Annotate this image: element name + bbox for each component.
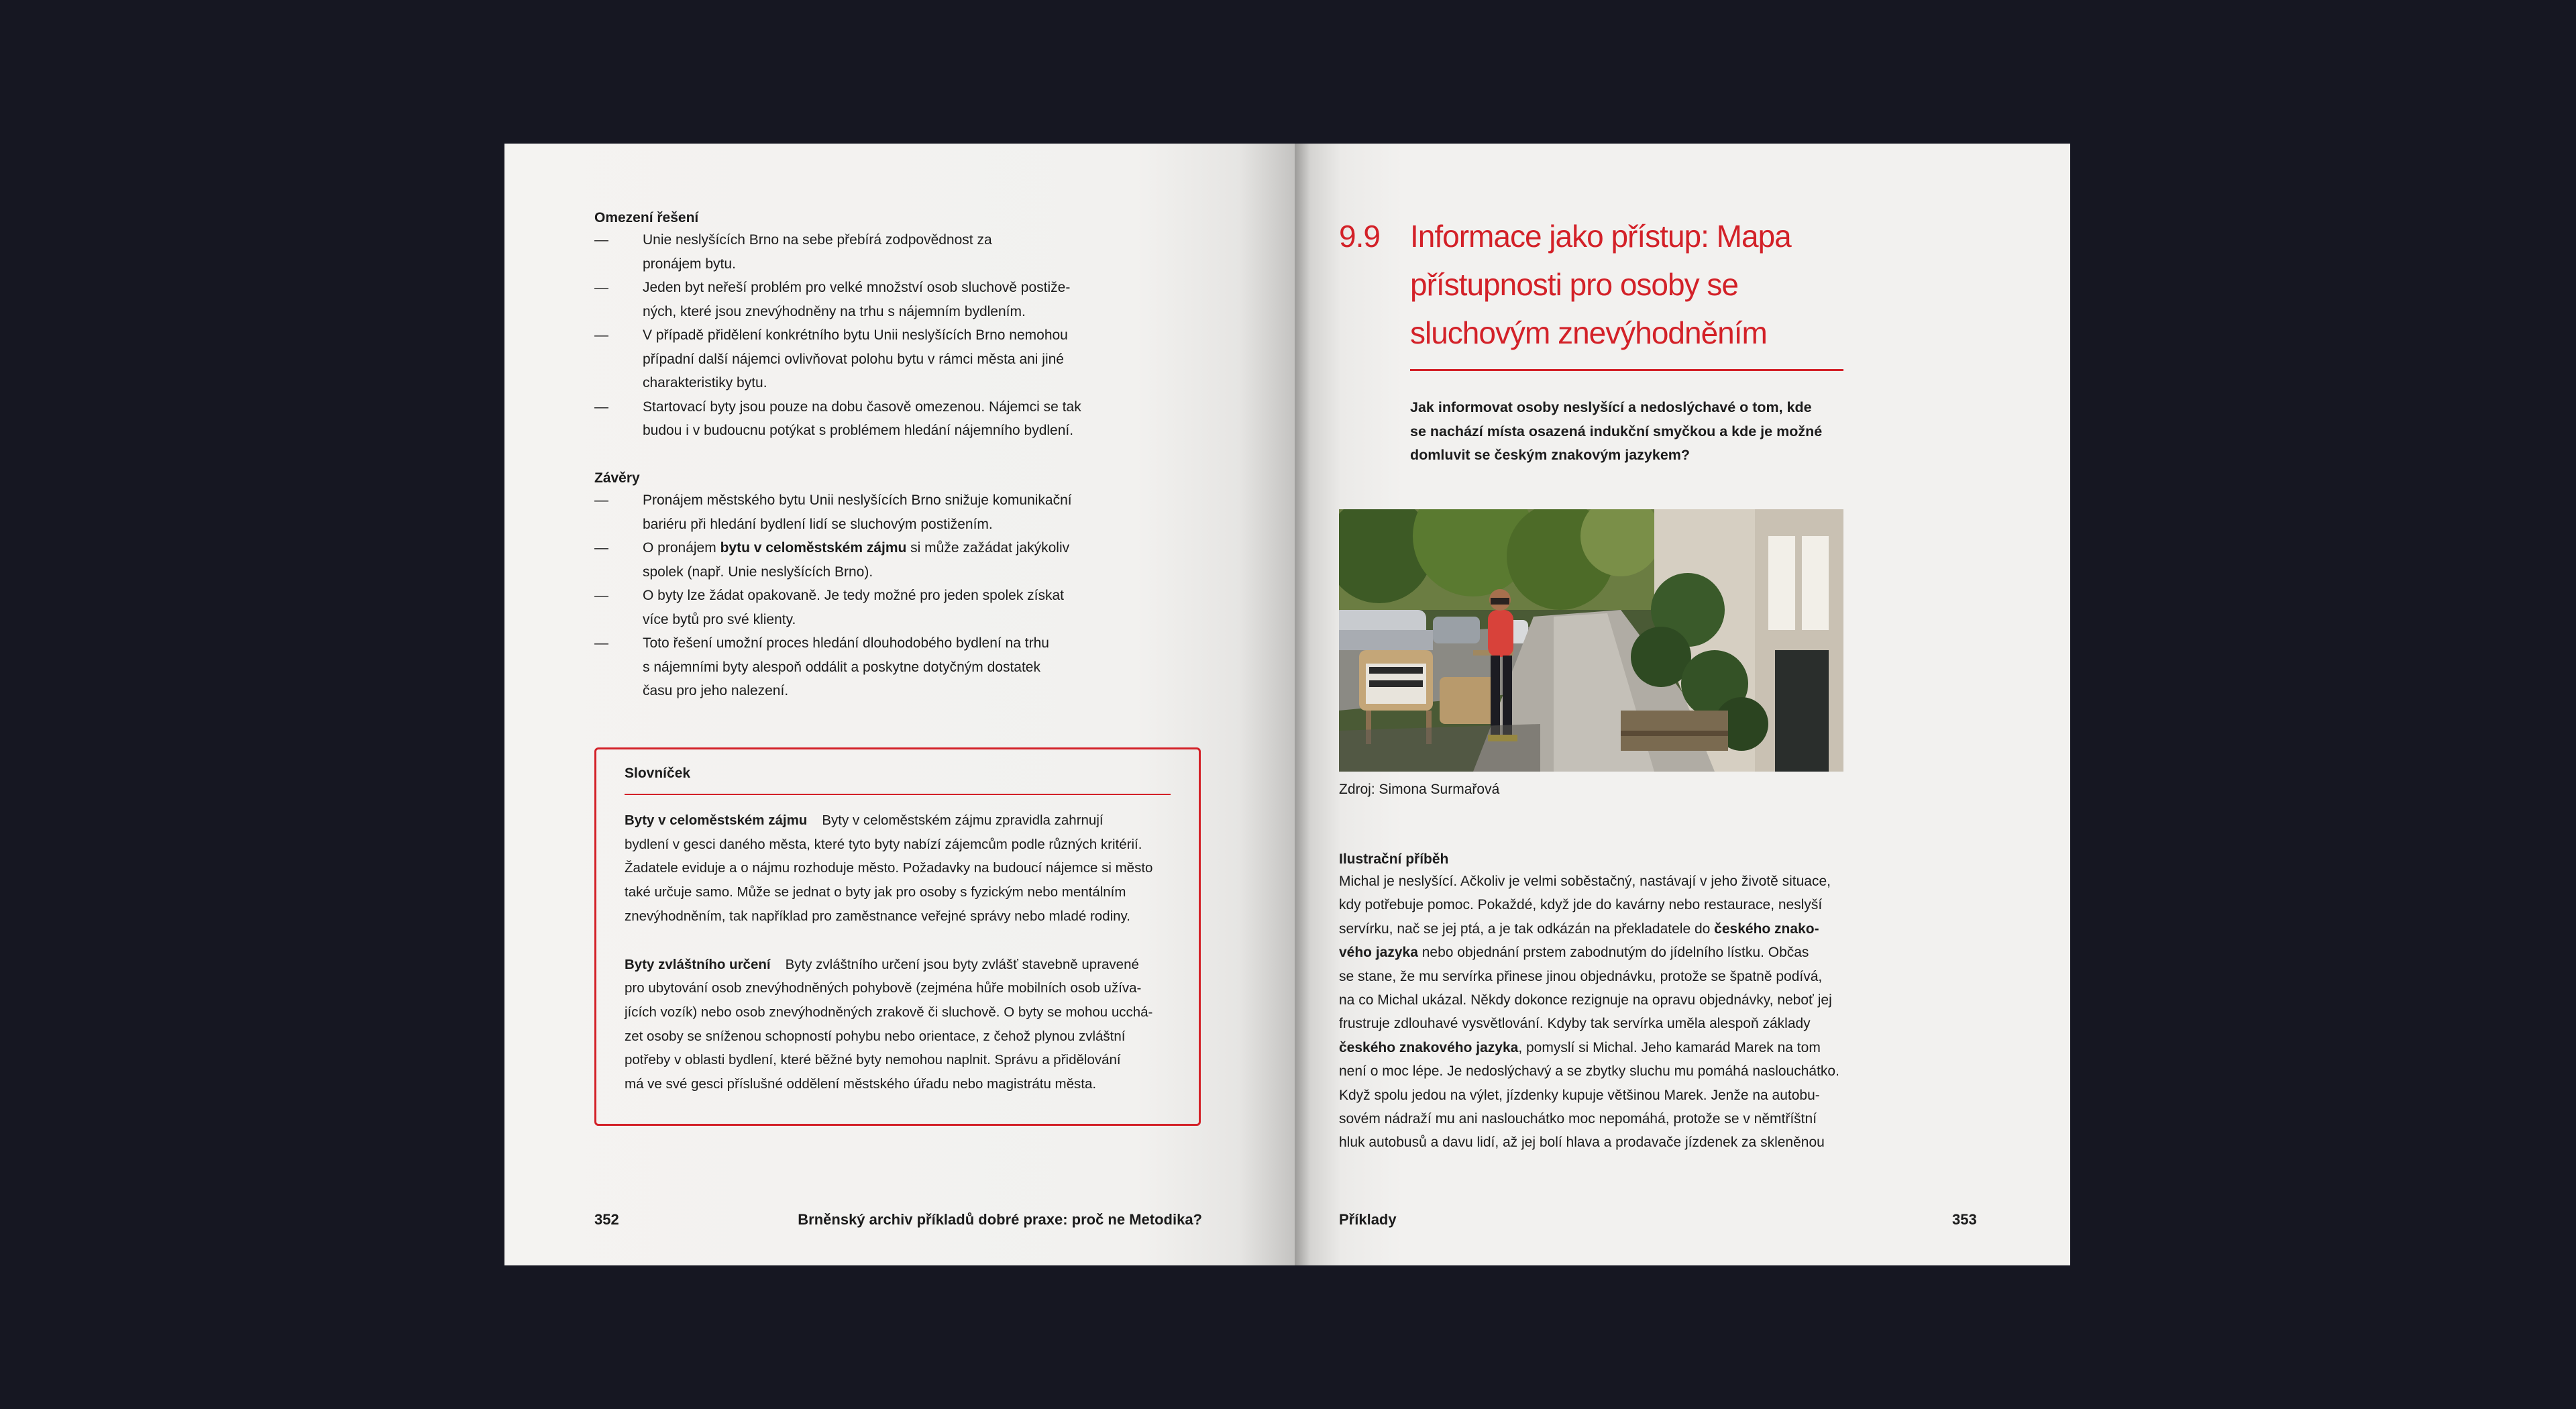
glossary-line: potřeby v oblasti bydlení, které běžné byty nemohou naplnit. Správu a přidělování	[625, 1052, 1121, 1068]
list-line: charakteristiky bytu.	[643, 375, 767, 390]
list-line: ných, které jsou znevýhodněny na trhu s nájemním bydlením.	[643, 303, 1026, 319]
list-line: Toto řešení umožní proces hledání dlouhodobého bydlení na trhu	[643, 635, 1049, 651]
right-page	[1295, 144, 2070, 1265]
running-title-right: Příklady	[1339, 1211, 1397, 1228]
dash-bullet: —	[594, 280, 608, 295]
limits-section	[594, 208, 1131, 443]
glossary-line: Žadatele eviduje a o nájmu rozhoduje město. Požadavky na budoucí nájemce si město	[625, 860, 1153, 876]
story-line: frustruje zdlouhavé vysvětlování. Kdyby tak servírka uměla alespoň základy	[1339, 1016, 1811, 1032]
page-number-right: 353	[1952, 1211, 1977, 1228]
story-section	[1339, 849, 1849, 1155]
story-line: na co Michal ukázal. Někdy dokonce rezignuje na opravu objednávky, neboť jej	[1339, 992, 1832, 1008]
list-line: případní další nájemci ovlivňovat polohu bytu v rámci města ani jiné	[643, 351, 1064, 367]
list-item	[594, 228, 1131, 276]
glossary-line: má ve své gesci příslušné oddělení městského úřadu nebo magistrátu města.	[625, 1076, 1097, 1092]
bold-term: bytu v celoměstském zájmu	[720, 540, 907, 556]
text-run: Byty zvláštního určení jsou byty zvlášť stavebně upravené	[785, 956, 1139, 972]
glossary-term: Byty zvláštního určení	[625, 956, 771, 972]
lede-line: domluvit se českým znakovým jazykem?	[1410, 447, 1690, 463]
title-underline	[1410, 369, 1843, 371]
title-line: sluchovým znevýhodněním	[1410, 315, 1767, 350]
list-line: Startovací byty jsou pouze na dobu časově omezenou. Nájemci se tak	[643, 399, 1081, 415]
dash-bullet: —	[594, 327, 608, 343]
photo-caption: Zdroj: Simona Surmařová	[1339, 782, 1500, 797]
story-heading: Ilustrační příběh	[1339, 851, 1449, 867]
conclusions-heading: Závěry	[594, 470, 640, 486]
text-run: si může zažádat jakýkoliv	[906, 540, 1070, 556]
list-item	[594, 276, 1131, 323]
book-spread	[504, 144, 2070, 1265]
list-line: času pro jeho nalezení.	[643, 683, 789, 698]
list-item	[594, 323, 1131, 395]
list-line: O byty lze žádat opakovaně. Je tedy možné pro jeden spolek získat	[643, 588, 1065, 603]
street-photo	[1339, 509, 1843, 772]
glossary-line: jících vozík) nebo osob znevýhodněných zrakově či sluchově. O byty se mohou ucchá-	[625, 1004, 1153, 1020]
list-line: Jeden byt neřeší problém pro velké množství osob sluchově postiže-	[643, 280, 1071, 295]
text-run: servírku, nač se jej ptá, a je tak odkázán na překladatele do	[1339, 921, 1715, 937]
story-line	[1339, 917, 1849, 941]
dash-bullet: —	[594, 399, 608, 415]
dash-bullet: —	[594, 588, 608, 603]
story-line: sovém nádraží mu ani naslouchátko moc nepomáhá, protože se v němtříštní	[1339, 1111, 1817, 1127]
lede	[1410, 396, 1866, 468]
text-run: nebo objednání prstem zabodnutým do jídelního lístku. Občas	[1417, 945, 1809, 961]
glossary-line	[625, 953, 1171, 977]
limits-heading: Omezení řešení	[594, 210, 699, 225]
glossary-line: také určuje samo. Může se jednat o byty jak pro osoby s fyzickým nebo mentálním	[625, 884, 1126, 900]
list-item	[594, 584, 1131, 631]
story-line: Michal je neslyšící. Ačkoliv je velmi soběstačný, nastávají v jeho životě situace,	[1339, 874, 1831, 889]
glossary-entry	[625, 953, 1171, 1096]
section-number: 9.9	[1339, 219, 1380, 254]
dash-bullet: —	[594, 232, 608, 248]
list-line: V případě přidělení konkrétního bytu Unii neslyšících Brno nemohou	[643, 327, 1068, 343]
story-line: kdy potřebuje pomoc. Pokaždé, když jde do kavárny nebo restaurace, neslyší	[1339, 897, 1823, 913]
glossary-line: znevýhodněním, tak například pro zaměstnance veřejné správy nebo mladé rodiny.	[625, 908, 1130, 924]
conclusions-section	[594, 468, 1131, 703]
list-line: Unie neslyšících Brno na sebe přebírá zodpovědnost za	[643, 232, 992, 248]
left-page	[504, 144, 1295, 1265]
list-line: spolek (např. Unie neslyšících Brno).	[643, 564, 873, 580]
lede-line: Jak informovat osoby neslyšící a nedoslýchavé o tom, kde	[1410, 399, 1812, 415]
list-line: bariéru při hledání bydlení lidí se sluchovým postižením.	[643, 516, 993, 532]
list-line: budou i v budoucnu potýkat s problémem hledání nájemního bydlení.	[643, 423, 1074, 438]
running-title-left: Brněnský archiv příkladů dobré praxe: proč ne Metodika?	[798, 1211, 1202, 1228]
bold-term: vého jazyka	[1339, 945, 1418, 961]
list-item	[594, 631, 1131, 703]
dash-bullet: —	[594, 492, 608, 508]
story-line	[1339, 1036, 1849, 1059]
story-line: hluk autobusů a davu lidí, až jej bolí hlava a prodavače jízdenek za skleněnou	[1339, 1135, 1825, 1151]
glossary-line: zet osoby se sníženou schopností pohybu nebo orientace, z čehož plynou zvláštní	[625, 1028, 1126, 1044]
story-line: Když spolu jedou na výlet, jízdenky kupuje většinou Marek. Jenže na autobu-	[1339, 1087, 1820, 1103]
title-line: přístupnosti pro osoby se	[1410, 267, 1738, 302]
text-run: , pomyslí si Michal. Jeho kamarád Marek na tom	[1518, 1039, 1821, 1055]
list-line: Pronájem městského bytu Unii neslyšících Brno snižuje komunikační	[643, 492, 1072, 508]
list-line: více bytů pro své klienty.	[643, 611, 796, 627]
list-line: s nájemními byty alespoň oddálit a poskytne dotyčným dostatek	[643, 659, 1040, 675]
photo-illustration	[1339, 509, 1843, 772]
bold-term: českého znakového jazyka	[1339, 1039, 1519, 1055]
lede-line: se nachází místa osazená indukční smyčkou a kde je možné	[1410, 423, 1823, 439]
list-item	[594, 488, 1131, 536]
list-item	[594, 395, 1131, 443]
dash-bullet: —	[594, 540, 608, 556]
page-number-left: 352	[594, 1211, 619, 1228]
glossary-title: Slovníček	[625, 766, 691, 781]
bold-term: českého znako-	[1714, 921, 1819, 937]
text-run: O pronájem	[643, 540, 720, 556]
glossary-line: pro ubytování osob znevýhodněných pohybově (zejména hůře mobilních osob užíva-	[625, 980, 1142, 996]
list-item	[594, 536, 1131, 584]
list-line: pronájem bytu.	[643, 256, 736, 272]
dash-bullet: —	[594, 635, 608, 651]
glossary-line	[625, 808, 1171, 833]
glossary-box	[594, 747, 1201, 1126]
glossary-line: bydlení v gesci daného města, které tyto byty nabízí zájemcům podle různých kritérií.	[625, 836, 1142, 852]
story-line	[1339, 941, 1849, 964]
story-line: se stane, že mu servírka přinese jinou objednávku, protože se špatně podívá,	[1339, 968, 1823, 984]
glossary-term: Byty v celoměstském zájmu	[625, 813, 808, 828]
glossary-entry	[625, 808, 1171, 929]
text-run: Byty v celoměstském zájmu zpravidla zahrnují	[822, 813, 1104, 828]
story-line: není o moc lépe. Je nedoslýchavý a se zbytky sluchu mu pomáhá naslouchátko.	[1339, 1063, 1839, 1080]
list-line	[643, 536, 1131, 560]
title-line: Informace jako přístup: Mapa	[1410, 219, 1791, 254]
glossary-divider	[625, 794, 1171, 795]
section-title	[1410, 212, 1880, 357]
